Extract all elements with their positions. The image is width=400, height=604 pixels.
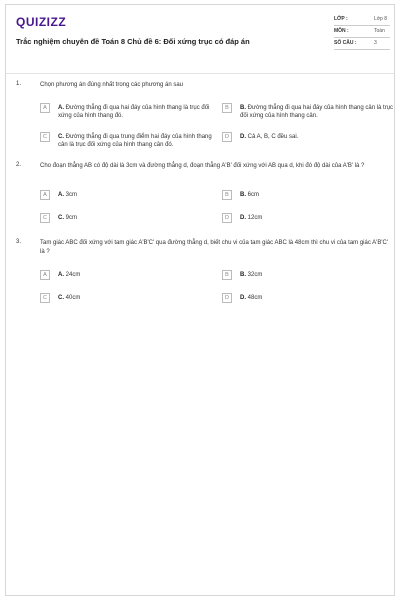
option-text bbox=[58, 104, 214, 120]
option-letter: D. bbox=[240, 215, 246, 221]
option-box[interactable]: D bbox=[222, 213, 232, 223]
option-box[interactable]: B bbox=[222, 270, 232, 280]
worksheet-meta bbox=[334, 16, 390, 52]
meta-divider bbox=[334, 37, 390, 38]
option-text bbox=[58, 191, 77, 199]
option-text bbox=[240, 104, 394, 120]
meta-divider bbox=[334, 49, 390, 50]
meta-label: SỐ CÂU : bbox=[334, 40, 357, 46]
option-label: 24cm bbox=[65, 272, 81, 278]
question-text: Tam giác ABC đối xứng với tam giác A'B'C' qua đường thẳng d, biết chu vi của tam giác ABC là 48cm thì chu vi của tam giác A'B'C' là ? bbox=[40, 240, 388, 255]
option-text bbox=[240, 214, 262, 222]
meta-value: 3 bbox=[374, 40, 377, 46]
option-letter: A. bbox=[58, 192, 64, 198]
meta-label: LỚP : bbox=[334, 16, 348, 22]
option-letter: A. bbox=[58, 272, 64, 278]
quizizz-logo: QUIZIZZ bbox=[16, 15, 67, 29]
option-letter: C. bbox=[58, 134, 64, 140]
question-number: 2. bbox=[16, 162, 22, 168]
meta-divider bbox=[334, 25, 390, 26]
option-label: Cả A, B, C đều sai. bbox=[247, 134, 299, 140]
option-label: Đường thẳng đi qua trung điểm hai đáy của hình thang cân là trục đối xứng của hình thang cân đó. bbox=[58, 134, 212, 148]
meta-row-class bbox=[334, 16, 390, 28]
meta-value: Lớp 8 bbox=[374, 16, 388, 22]
question-number: 3. bbox=[16, 239, 22, 245]
option-box[interactable]: B bbox=[222, 190, 232, 200]
option-label: 3cm bbox=[65, 192, 78, 198]
option-label: 6cm bbox=[247, 192, 260, 198]
option-letter: D. bbox=[240, 295, 246, 301]
question-3 bbox=[16, 239, 388, 314]
question-1 bbox=[16, 81, 394, 161]
option-label: Đường thẳng đi qua hai đáy của hình thang cân là trục đối xứng của hình thang cân. bbox=[240, 105, 394, 119]
option-box[interactable]: B bbox=[222, 103, 232, 113]
option-letter: B. bbox=[240, 272, 246, 278]
question-number: 1. bbox=[16, 81, 22, 87]
option-label: 32cm bbox=[247, 272, 263, 278]
option-label: 12cm bbox=[247, 215, 263, 221]
option-letter: B. bbox=[240, 192, 246, 198]
option-label: 9cm bbox=[65, 215, 78, 221]
option-label: Đường thẳng đi qua hai đáy của hình thang là trục đối xứng của hình thang đó. bbox=[58, 105, 210, 119]
option-text bbox=[58, 271, 80, 279]
worksheet-title: Trắc nghiệm chuyên đề Toán 8 Chủ đề 6: Đối xứng trục có đáp án bbox=[16, 37, 250, 46]
option-letter: D. bbox=[240, 134, 246, 140]
option-text bbox=[240, 271, 262, 279]
question-text: Cho đoạn thẳng AB có độ dài là 3cm và đường thẳng d, đoạn thẳng A'B' đối xứng với AB qua d, khi đó độ dài của A'B' là ? bbox=[40, 163, 365, 169]
option-box[interactable]: C bbox=[40, 213, 50, 223]
question-text: Chọn phương án đúng nhất trong các phương án sau bbox=[40, 82, 184, 88]
option-letter: B. bbox=[240, 105, 246, 111]
question-2 bbox=[16, 162, 388, 237]
option-text bbox=[240, 294, 262, 302]
option-letter: C. bbox=[58, 215, 64, 221]
option-letter: A. bbox=[58, 105, 64, 111]
meta-row-subject bbox=[334, 28, 390, 40]
meta-row-count bbox=[334, 40, 390, 52]
option-text bbox=[58, 133, 218, 149]
option-text bbox=[240, 133, 394, 141]
option-text bbox=[58, 294, 80, 302]
option-text bbox=[240, 191, 259, 199]
option-box[interactable]: A bbox=[40, 103, 50, 113]
option-box[interactable]: D bbox=[222, 293, 232, 303]
meta-label: MÔN : bbox=[334, 28, 349, 34]
option-box[interactable]: A bbox=[40, 190, 50, 200]
option-box[interactable]: A bbox=[40, 270, 50, 280]
option-box[interactable]: D bbox=[222, 132, 232, 142]
option-text bbox=[58, 214, 77, 222]
option-label: 40cm bbox=[65, 295, 81, 301]
worksheet-header bbox=[6, 5, 394, 74]
option-box[interactable]: C bbox=[40, 132, 50, 142]
worksheet-page bbox=[5, 4, 395, 596]
option-letter: C. bbox=[58, 295, 64, 301]
option-box[interactable]: C bbox=[40, 293, 50, 303]
meta-value: Toán bbox=[374, 28, 385, 34]
option-label: 48cm bbox=[247, 295, 263, 301]
